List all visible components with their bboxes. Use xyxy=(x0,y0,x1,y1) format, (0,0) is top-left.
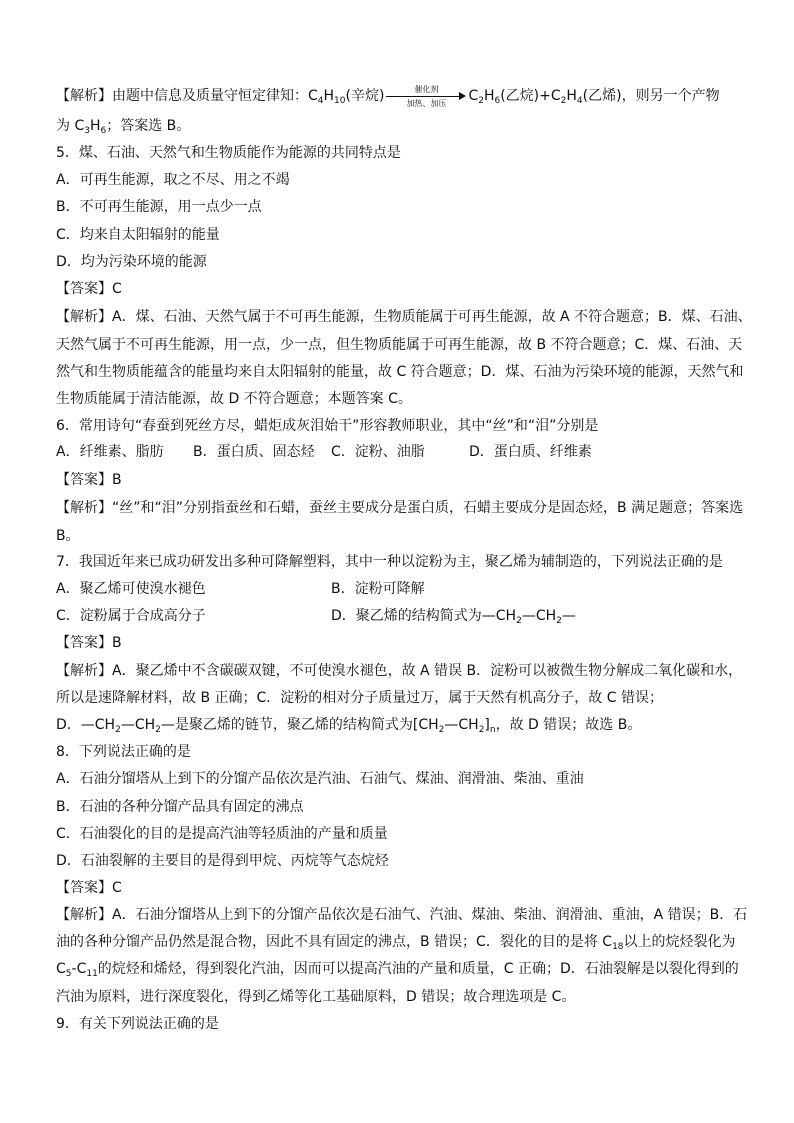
q5-option-a: A．可再生能源，取之不尽、用之不竭 xyxy=(56,172,290,188)
arrow-shaft xyxy=(386,96,460,97)
q6-option-c: C．淀粉、油脂 xyxy=(331,444,425,460)
ethane-label: (乙烷)+C xyxy=(500,88,561,104)
arrow-conditions-label: 加热、加压 xyxy=(406,99,447,108)
analysis-text: —CH xyxy=(444,717,479,733)
option-text: —CH xyxy=(521,608,557,624)
q7-option-b: B．淀粉可降解 xyxy=(331,581,425,597)
q8-option-a: A．石油分馏塔从上到下的分馏产品依次是汽油、石油气、煤油、润滑油、柴油、重油 xyxy=(56,771,584,787)
q5-option-c: C．均来自太阳辐射的能量 xyxy=(56,227,220,243)
analysis-text: ，故 D 错误；故选 B。 xyxy=(495,717,642,733)
analysis-text: 油的各种分馏产品仍然是混合物，因此不具有固定的沸点，B 错误；C．裂化的目的是将 C xyxy=(56,934,613,950)
q5-analysis-line-1: 【解析】A．煤、石油、天然气属于不可再生能源，生物质能属于可再生能源，故 A 不符合题意；B．煤、石油、 xyxy=(56,309,752,325)
subscript: 4 xyxy=(317,96,324,106)
q7-analysis-line-2: 所以是速降解材料，故 B 正确；C．淀粉的相对分子质量过万，属于天然有机高分子，故 C 错误； xyxy=(56,690,663,706)
q8-analysis-line-2 xyxy=(56,933,736,951)
q4-analysis-text: 为 C xyxy=(56,118,85,134)
q5-analysis-line-4: 生物质能属于清洁能源，故 D 不符合题意；本题答案 C。 xyxy=(56,391,412,407)
element-symbol: H xyxy=(483,88,495,104)
octane-label: (辛烷) xyxy=(345,88,385,104)
analysis-text: ] xyxy=(484,717,490,733)
q7-option-d xyxy=(331,607,576,625)
analysis-text: -C xyxy=(71,961,87,977)
analysis-text: —是聚乙烯的链节，聚乙烯的结构简式为[CH xyxy=(160,717,439,733)
subscript: 11 xyxy=(86,969,98,979)
element-symbol: C xyxy=(468,88,479,104)
q6-option-a: A．纤维素、脂肪 xyxy=(56,444,164,460)
subscript: 2 xyxy=(438,725,445,735)
subscript: 10 xyxy=(334,96,346,106)
q6-analysis-line-1: 【解析】“丝”和“泪”分别指蚕丝和石蜡，蚕丝主要成分是蛋白质，石蜡主要成分是固态烃，B 满足题意；答案选 xyxy=(56,500,744,516)
reaction-arrow xyxy=(386,85,466,108)
subscript: 4 xyxy=(576,96,583,106)
subscript: 2 xyxy=(556,616,562,626)
q5-answer: 【答案】C xyxy=(56,281,122,297)
q8-analysis-line-3 xyxy=(56,960,739,978)
analysis-label: 【解析】 xyxy=(56,88,112,104)
analysis-text: 以上的烷烃裂化为 xyxy=(623,934,736,950)
subscript: 5 xyxy=(65,969,72,979)
q5-option-b: B．不可再生能源，用一点少一点 xyxy=(56,199,262,215)
option-text: — xyxy=(561,608,576,624)
q7-option-c: C．淀粉属于合成高分子 xyxy=(56,608,206,624)
analysis-text: —CH xyxy=(120,717,156,733)
option-text: D．聚乙烯的结构简式为—CH xyxy=(331,608,517,624)
q4-analysis-line-1 xyxy=(56,85,720,108)
q7-answer: 【答案】B xyxy=(56,635,122,651)
q8-option-d: D．石油裂解的主要目的是得到甲烷、丙烷等气态烷烃 xyxy=(56,853,389,869)
q4-analysis-line-2 xyxy=(56,117,190,135)
q9-stem: 9．有关下列说法正确的是 xyxy=(56,1016,219,1032)
q4-analysis-text: 由题中信息及质量守恒定律知：C xyxy=(112,88,318,104)
q8-analysis-line-4: 汽油为原料，进行深度裂化，得到乙烯等化工基础原料，D 错误；故合理选项是 C。 xyxy=(56,989,576,1005)
q8-answer: 【答案】C xyxy=(56,880,122,896)
subscript: 2 xyxy=(516,616,522,626)
q8-stem: 8．下列说法正确的是 xyxy=(56,744,191,760)
analysis-text: D．—CH xyxy=(56,717,116,733)
subscript: 2 xyxy=(478,725,485,735)
element-symbol: H xyxy=(566,88,577,104)
q6-stem: 6．常用诗句“春蚕到死丝方尽，蜡炬成灰泪始干”形容教师职业，其中“丝”和“泪”分别是 xyxy=(56,418,599,434)
q6-answer: 【答案】B xyxy=(56,472,122,488)
q5-analysis-line-3: 然气和生物质能蕴含的能量均来自太阳辐射的能量，故 C 符合题意；D．煤、石油为污染环境的能源，天然气和 xyxy=(56,364,744,380)
subscript: 2 xyxy=(478,96,484,106)
arrow-catalyst-label: 催化剂 xyxy=(414,85,439,94)
q7-stem: 7．我国近年来已成功研发出多种可降解塑料，其中一种以淀粉为主，聚乙烯为辅制造的，下列说法正确的是 xyxy=(56,554,723,570)
q5-stem: 5．煤、石油、天然气和生物质能作为能源的共同特点是 xyxy=(56,145,401,161)
analysis-text: 的烷烃和烯烃，得到裂化汽油，因而可以提高汽油的产量和质量，C 正确；D．石油裂解是以裂化得到的 xyxy=(97,961,739,977)
subscript: 6 xyxy=(100,126,107,136)
subscript: 2 xyxy=(115,725,121,735)
subscript: n xyxy=(489,725,496,735)
q7-option-a: A．聚乙烯可使溴水褪色 xyxy=(56,581,206,597)
element-symbol: H xyxy=(323,88,335,104)
subscript: 2 xyxy=(155,725,161,735)
subscript: 3 xyxy=(84,126,90,136)
q6-analysis-line-2: B。 xyxy=(56,528,80,544)
q6-option-b: B．蛋白质、固态烃 xyxy=(193,444,315,460)
q6-option-d: D．蛋白质、纤维素 xyxy=(469,444,592,460)
ethylene-label: (乙烯)，则另一个产物 xyxy=(582,88,720,104)
q8-option-b: B．石油的各种分馏产品具有固定的沸点 xyxy=(56,799,304,815)
q7-analysis-line-3 xyxy=(56,716,641,734)
subscript: 2 xyxy=(560,96,567,106)
q8-option-c: C．石油裂化的目的是提高汽油等轻质油的产量和质量 xyxy=(56,826,388,842)
q7-analysis-line-1: 【解析】A．聚乙烯中不含碳碳双键，不可使溴水褪色，故 A 错误 B．淀粉可以被微生物分解成二氧化碳和水， xyxy=(56,663,743,679)
q8-analysis-line-1: 【解析】A．石油分馏塔从上到下的分馏产品依次是石油气、汽油、煤油、柴油、润滑油、重油，A 错误；B．石 xyxy=(56,907,748,923)
q5-option-d: D．均为污染环境的能源 xyxy=(56,254,207,270)
analysis-text: C xyxy=(56,961,66,977)
q5-analysis-line-2: 天然气属于不可再生能源，用一点，少一点，但生物质能属于可再生能源，故 B 不符合题意；C．煤、石油、天 xyxy=(56,337,743,353)
element-symbol: H xyxy=(89,118,101,134)
subscript: 18 xyxy=(612,942,624,952)
q4-analysis-text: ；答案选 B。 xyxy=(106,118,191,134)
subscript: 6 xyxy=(494,96,501,106)
